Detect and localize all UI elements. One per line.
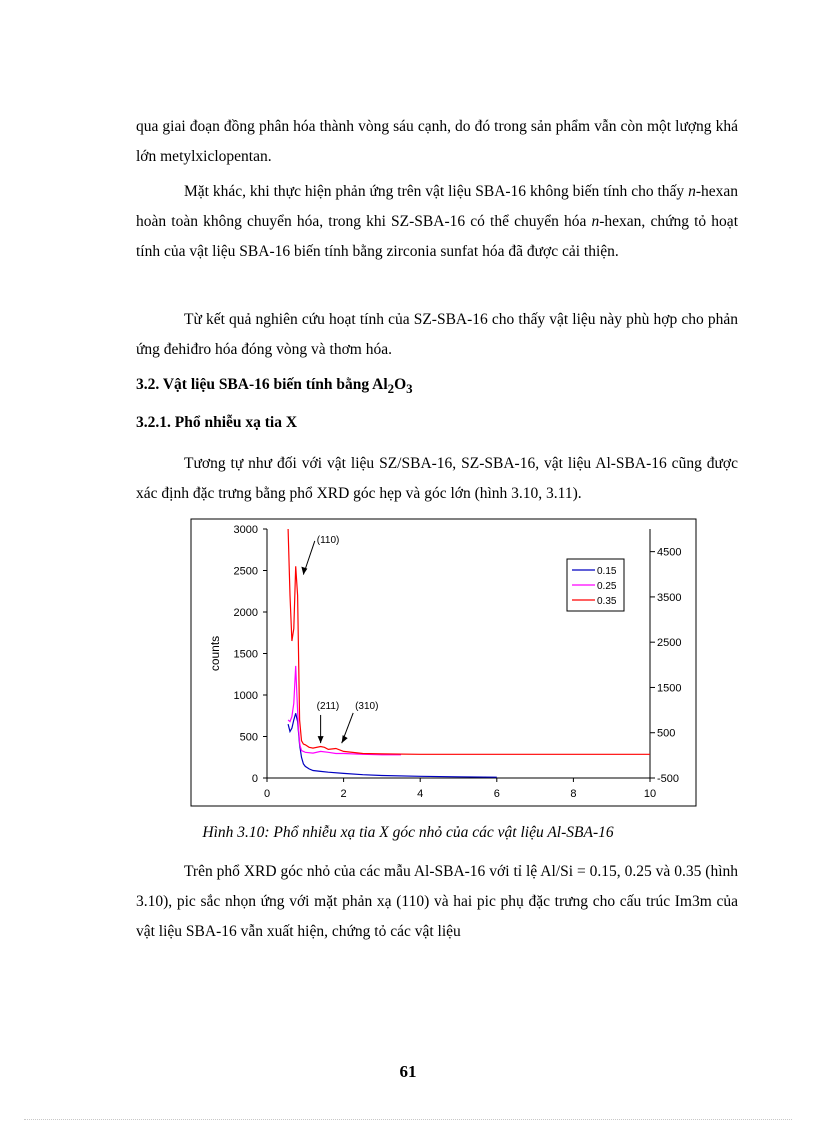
y-tick-label: 2000 (233, 607, 258, 619)
y2-tick-label: 4500 (657, 546, 682, 559)
legend-label-0.25: 0.25 (597, 581, 617, 592)
paragraph-5: Trên phổ XRD góc nhỏ của các mẫu Al-SBA-16 với tỉ lệ Al/Si = 0.15, 0.25 và 0.35 (hình 3.10), pic sắc nhọn ứng với mặt phản xạ (110) và hai pic phụ đặc trưng cho cấu trúc Im3m của vật liệu SBA-16 vẫn xuất hiện, chứng tỏ các vật liệu (136, 863, 738, 940)
y2-tick-label: 3500 (657, 591, 682, 604)
y-tick-label: 2500 (233, 565, 258, 578)
chart-legend (567, 559, 624, 611)
annotation-label-310: (310) (355, 700, 379, 712)
y-axis-label: counts (208, 635, 222, 672)
paragraph-3: Từ kết quả nghiên cứu hoạt tính của SZ-SBA-16 cho thấy vật liệu này phù hợp cho phản ứng đehiđro hóa đóng vòng và thơm hóa. (136, 311, 738, 358)
x-tick-label: 10 (643, 788, 657, 800)
annotation-label-110: (110) (316, 534, 340, 546)
p2-text-b: -hexan hoàn toàn không chuyển hóa, trong khi SZ-SBA-16 có thể chuyển hóa (136, 183, 738, 230)
x-tick-label: 0 (263, 788, 271, 800)
section-heading (136, 376, 413, 397)
legend-label-0.35: 0.35 (597, 596, 617, 607)
x-tick-label: 2 (340, 788, 347, 800)
x-tick-label: 6 (493, 788, 500, 800)
paragraph-4: Tương tự như đối với vật liệu SZ/SBA-16, SZ-SBA-16, vật liệu Al-SBA-16 cũng được xác định đặc trưng bằng phổ XRD góc hẹp và góc lớn (hình 3.10, 3.11). (136, 455, 738, 502)
heading-text: 3.2. Vật liệu SBA-16 biến tính bằng Al (136, 376, 388, 393)
y-tick-label: 1000 (233, 690, 258, 702)
y-tick-label: 1500 (233, 648, 258, 661)
xrd-chart (0, 510, 816, 830)
y2-tick-label: 500 (657, 727, 676, 740)
y2-tick-label: -500 (657, 773, 680, 785)
figure-caption: Hình 3.10: Phổ nhiễu xạ tia X góc nhỏ của các vật liệu Al-SBA-16 (202, 824, 614, 841)
subsection-heading: 3.2.1. Phổ nhiễu xạ tia X (136, 414, 298, 431)
annotation-label-211: (211) (316, 700, 340, 712)
footer-rule (24, 1119, 792, 1120)
y2-tick-label: 2500 (657, 637, 682, 650)
heading-o: O (394, 376, 407, 393)
x-tick-label: 8 (570, 788, 577, 800)
p2-italic-n: n (688, 183, 696, 200)
y-tick-label: 500 (239, 731, 258, 744)
x-tick-label: 4 (417, 788, 424, 800)
legend-label-0.15: 0.15 (597, 566, 617, 577)
y-tick-label: 3000 (233, 524, 258, 536)
y-tick-label: 0 (251, 773, 258, 785)
paragraph-2 (136, 177, 738, 267)
paragraph-1: qua giai đoạn đồng phân hóa thành vòng sáu cạnh, do đó trong sản phẩm vẫn còn một lượng khá lớn metylxiclopentan. (136, 118, 738, 165)
heading-sub-2: 3 (406, 381, 413, 397)
heading-sub-1: 2 (387, 381, 395, 397)
page-number: 61 (399, 1062, 417, 1081)
p2-italic-n2: n (591, 213, 600, 230)
y2-tick-label: 1500 (657, 682, 682, 695)
p2-text-a: Mặt khác, khi thực hiện phản ứng trên vật liệu SBA-16 không biến tính cho thấy (184, 183, 689, 200)
p2-text-c: -hexan, chứng tỏ hoạt tính của vật liệu SBA-16 biến tính bằng zirconia sunfat hóa đã được cải thiện. (136, 213, 738, 260)
